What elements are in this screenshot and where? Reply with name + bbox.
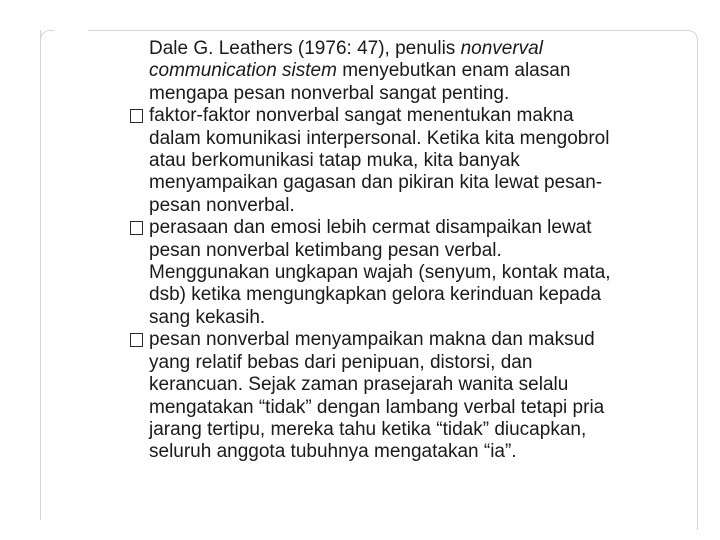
bullet-1-line-2: dalam komunikasi interpersonal. Ketika kita mengobrol — [149, 127, 610, 149]
bullet-3-line-1: pesan nonverbal menyampaikan makna dan maksud — [149, 329, 595, 351]
bullet-2-line-2: pesan nonverbal ketimbang pesan verbal. — [149, 239, 502, 261]
bullet-2-line-3: Menggunakan ungkapan wajah (senyum, kontak mata, — [149, 262, 611, 284]
bullet-1-line-4: menyampaikan gagasan dan pikiran kita lewat pesan- — [149, 172, 603, 194]
bullet-3-line-4: mengatakan “tidak” dengan lambang verbal tetapi pria — [149, 396, 605, 418]
bullet-1-line-1: faktor-faktor nonverbal sangat menentukan makna — [149, 105, 574, 127]
bullet-3-line-6: seluruh anggota tubuhnya mengatakan “ia”. — [149, 441, 517, 463]
bullet-item-3 — [0, 329, 694, 463]
bullet-2-line-5: sang kekasih. — [149, 306, 266, 328]
bullet-2-line-1: perasaan dan emosi lebih cermat disampaikan lewat — [149, 217, 592, 239]
intro-line-2-text: menyebutkan enam alasan — [336, 60, 571, 82]
bullet-3-line-2: yang relatif bebas dari penipuan, distorsi, dan — [149, 351, 533, 373]
intro-line-1-italic: nonverval — [460, 38, 543, 59]
slide-content — [0, 38, 720, 464]
intro-paragraph — [0, 38, 694, 105]
bullet-3-line-5: jarang tertipu, mereka tahu ketika “tidak” diucapkan, — [149, 418, 587, 440]
bullet-box-icon — [130, 221, 143, 235]
intro-line-3: mengapa pesan nonverbal sangat penting. — [149, 82, 510, 104]
intro-line-1 — [149, 38, 694, 60]
intro-line-2 — [149, 60, 694, 82]
intro-line-2-italic: communication sistem — [149, 60, 337, 82]
bullet-item-2 — [0, 217, 694, 329]
bullet-1-line-5: pesan nonverbal. — [149, 194, 295, 216]
bullet-item-1 — [0, 105, 694, 217]
bullet-1-line-3: atau berkomunikasi tatap muka, kita banyak — [149, 150, 520, 172]
intro-line-1-text: Dale G. Leathers (1976: 47), penulis — [149, 38, 461, 59]
bullet-box-icon — [130, 109, 143, 123]
bullet-2-line-4: dsb) ketika mengungkapkan gelora kerinduan kepada — [149, 284, 602, 306]
bullet-box-icon — [130, 333, 143, 347]
bullet-3-line-3: kerancuan. Sejak zaman prasejarah wanita selalu — [149, 374, 569, 396]
